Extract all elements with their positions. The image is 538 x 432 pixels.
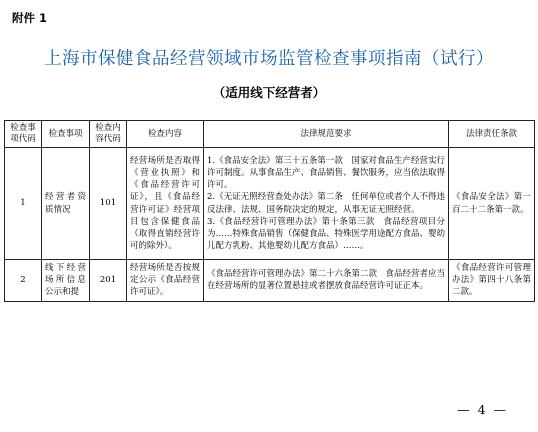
page-number: — 4 — [457,402,508,417]
col-header-item: 检查事项 [42,121,90,148]
table-row [5,260,535,302]
cell-item: 线下经营场所信息公示和提 [42,260,90,302]
attachment-label: 附件 1 [12,11,48,25]
col-header-law: 法律规范要求 [204,121,449,148]
cell-law [204,148,449,260]
law-clause: 《食品经营许可管理办法》第二十六条第二款 食品经营者应当在经营场所的显著位置悬挂或者摆放食品经营许可证正本。 [207,269,446,292]
col-header-liability: 法律责任条款 [449,121,535,148]
cell-item: 经营者资质情况 [42,148,90,260]
cell-item-code: 2 [5,260,42,302]
cell-liability: 《食品经营许可管理办法》第四十八条第二款。 [449,260,535,302]
cell-law [204,260,449,302]
cell-item-code: 1 [5,148,42,260]
col-header-content: 检查内容 [127,121,204,148]
document-title: 上海市保健食品经营领域市场监管检查事项指南（试行） [44,49,494,69]
document-subtitle: （适用线下经营者） [212,85,326,100]
law-clause: 3.《食品经营许可管理办法》第十条第三款 食品经营项目分为……特殊食品销售（保健食品、特殊医学用途配方食品、婴幼儿配方乳粉、其他婴幼儿配方食品）……。 [207,216,446,252]
cell-content-code: 101 [90,148,127,260]
cell-content: 经营场所是否取得《营业执照》和《食品经营许可证》，且《食品经营许可证》经营项目包含保健食品（取得直销经营许可的除外）。 [127,148,204,260]
law-clause: 1.《食品安全法》第三十五条第一款 国家对食品生产经营实行许可制度。从事食品生产、食品销售、餐饮服务，应当依法取得许可。 [207,155,446,191]
table-row [5,148,535,260]
cell-liability: 《食品安全法》第一百二十二条第一款。 [449,148,535,260]
inspection-table [4,120,535,302]
law-clause: 2.《无证无照经营查处办法》第二条 任何单位或者个人不得违反法律、法规、国务院决定的规定，从事无证无照经营。 [207,192,445,215]
col-header-item-code: 检查事项代码 [5,121,42,148]
table-header-row [5,121,535,148]
col-header-content-code: 检查内容代码 [90,121,127,148]
cell-content-code: 201 [90,260,127,302]
cell-content: 经营场所是否按规定公示《食品经营许可证》。 [127,260,204,302]
